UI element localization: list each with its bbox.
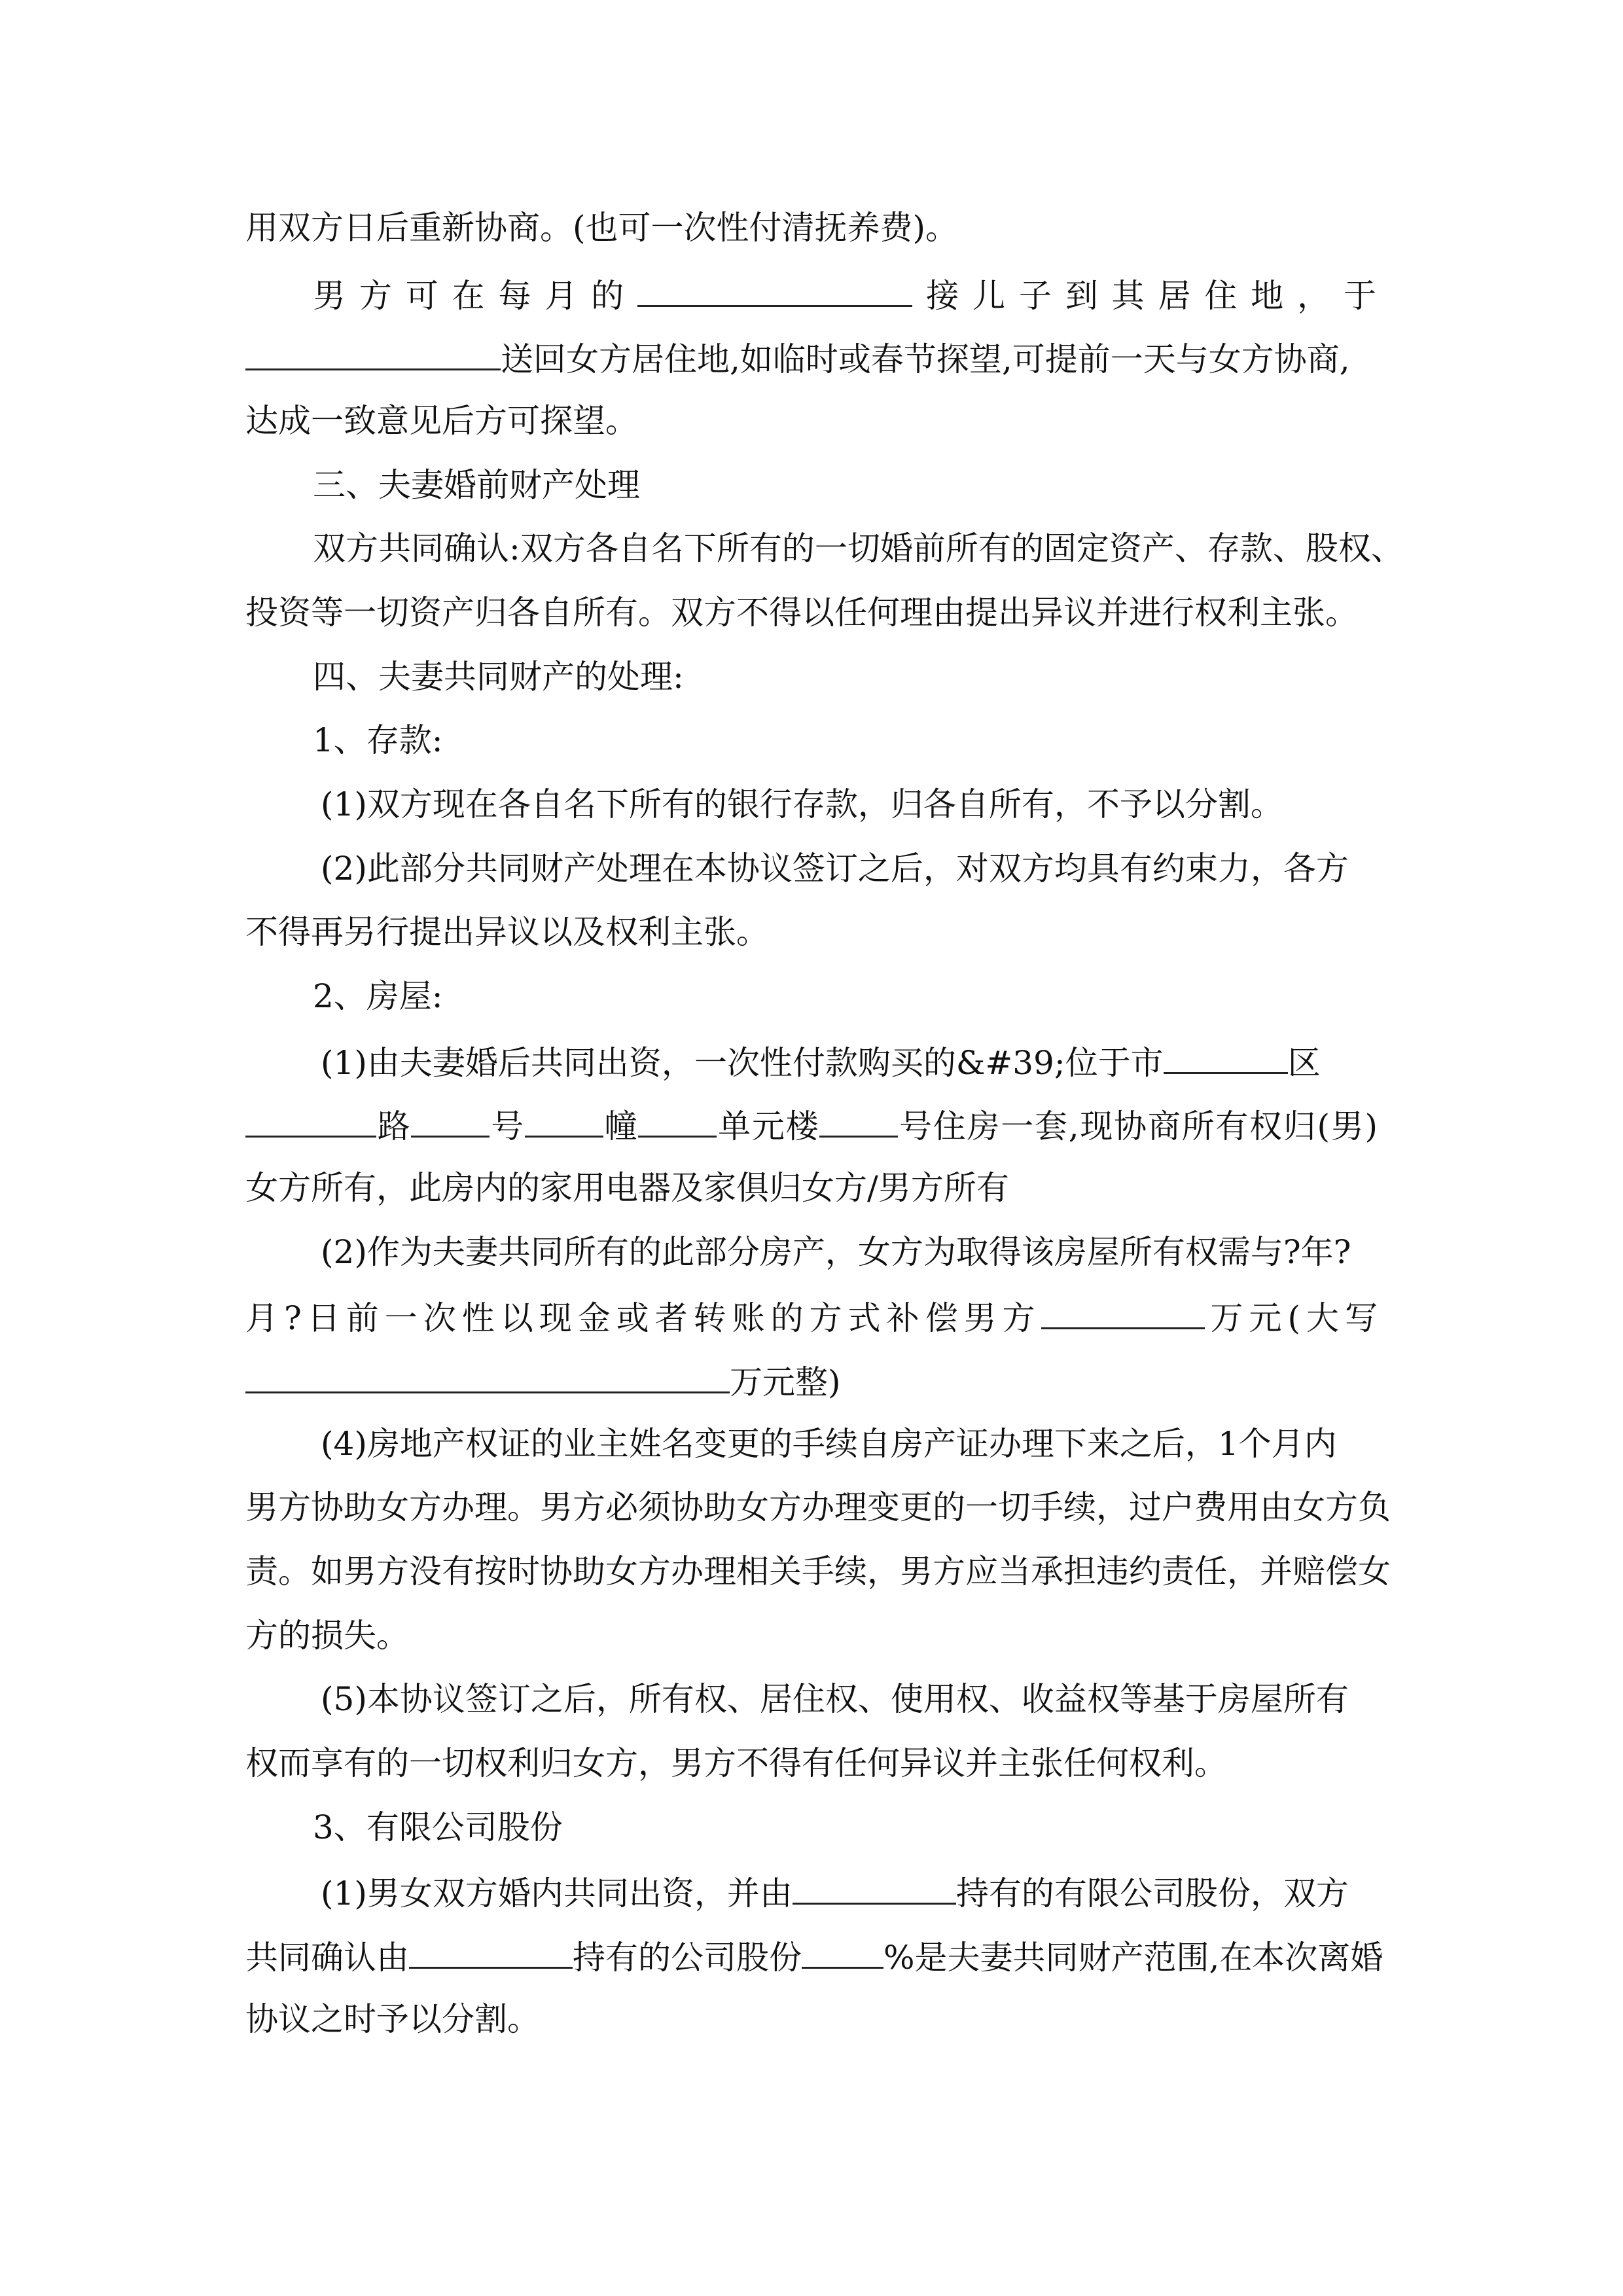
line-28: 共同确认由 持有的公司股份 %是夫妻共同财产范围,在本次离婚 <box>245 1935 1383 1975</box>
line-2: 男方可在每月的 接儿子到其居住地，于 <box>313 274 1376 313</box>
blank-share-percent <box>802 1935 883 1969</box>
line-15: 路 号 幢 单元楼 号住房一套,现协商所有权归(男) <box>245 1104 1378 1143</box>
line-14: (1)由夫妻婚后共同出资，一次性付款购买的&#39;位于市 区 <box>321 1041 1321 1080</box>
blank-unit <box>638 1104 717 1138</box>
line-27: (1)男女双方婚内共同出资，并由 持有的有限公司股份，双方 <box>321 1871 1349 1910</box>
section-4-heading: 四、夫妻共同财产的处理: <box>313 658 684 696</box>
blank-city <box>1164 1041 1288 1074</box>
blank-return-time <box>245 337 501 370</box>
line-7: 投资等一切资产归各自所有。双方不得以任何理由提出异议并进行权利主张。 <box>245 594 1358 632</box>
line-24: (5)本协议签订之后，所有权、居住权、使用权、收益权等基于房屋所有 <box>321 1680 1349 1718</box>
line-19: 万元整) <box>245 1360 841 1399</box>
blank-district <box>245 1104 376 1138</box>
line-22: 责。如男方没有按时协助女方办理相关手续，男方应当承担违约责任，并赔偿女 <box>245 1552 1391 1590</box>
item-1-heading: 1、存款: <box>313 721 443 759</box>
line-23: 方的损失。 <box>245 1617 409 1655</box>
blank-compensation-amount <box>1041 1296 1205 1329</box>
blank-share-holder <box>793 1871 956 1905</box>
line-17: (2)作为夫妻共同所有的此部分房产，女方为取得该房屋所有权需与?年? <box>321 1233 1351 1271</box>
blank-building <box>525 1104 603 1138</box>
item-3-heading: 3、有限公司股份 <box>313 1808 563 1846</box>
line-21: 男方协助女方办理。男方必须协助女方办理变更的一切手续，过户费用由女方负 <box>245 1488 1391 1526</box>
line-29: 协议之时予以分割。 <box>245 2000 540 2038</box>
line-20: (4)房地产权证的业主姓名变更的手续自房产证办理下来之后，1个月内 <box>321 1425 1337 1463</box>
line-16: 女方所有，此房内的家用电器及家俱归女方/男方所有 <box>245 1169 1009 1207</box>
blank-room-number <box>819 1104 898 1138</box>
line-4: 达成一致意见后方可探望。 <box>245 402 638 440</box>
line-6: 双方共同确认:双方各自名下所有的一切婚前所有的固定资产、存款、股权、 <box>313 529 1404 567</box>
line-3: 送回女方居住地,如临时或春节探望,可提前一天与女方协商, <box>245 337 1350 376</box>
blank-share-holder-2 <box>409 1935 573 1969</box>
section-3-heading: 三、夫妻婚前财产处理 <box>313 466 640 504</box>
line-1: 用双方日后重新协商。(也可一次性付清抚养费)。 <box>245 209 959 247</box>
blank-visit-start-day <box>637 274 912 307</box>
blank-road-number <box>411 1104 490 1138</box>
line-10: (1)双方现在各自名下所有的银行存款，归各自所有，不予以分割。 <box>321 785 1283 823</box>
item-2-heading: 2、房屋: <box>313 977 443 1015</box>
blank-amount-in-words <box>245 1360 730 1393</box>
line-25: 权而享有的一切权利归女方，男方不得有任何异议并主张任何权利。 <box>245 1744 1227 1782</box>
line-12: 不得再另行提出异议以及权利主张。 <box>245 913 769 951</box>
line-18: 月?日前一次性以现金或者转账的方式补偿男方 万元(大写 <box>245 1296 1378 1335</box>
line-11: (2)此部分共同财产处理在本协议签订之后，对双方均具有约束力，各方 <box>321 850 1349 888</box>
